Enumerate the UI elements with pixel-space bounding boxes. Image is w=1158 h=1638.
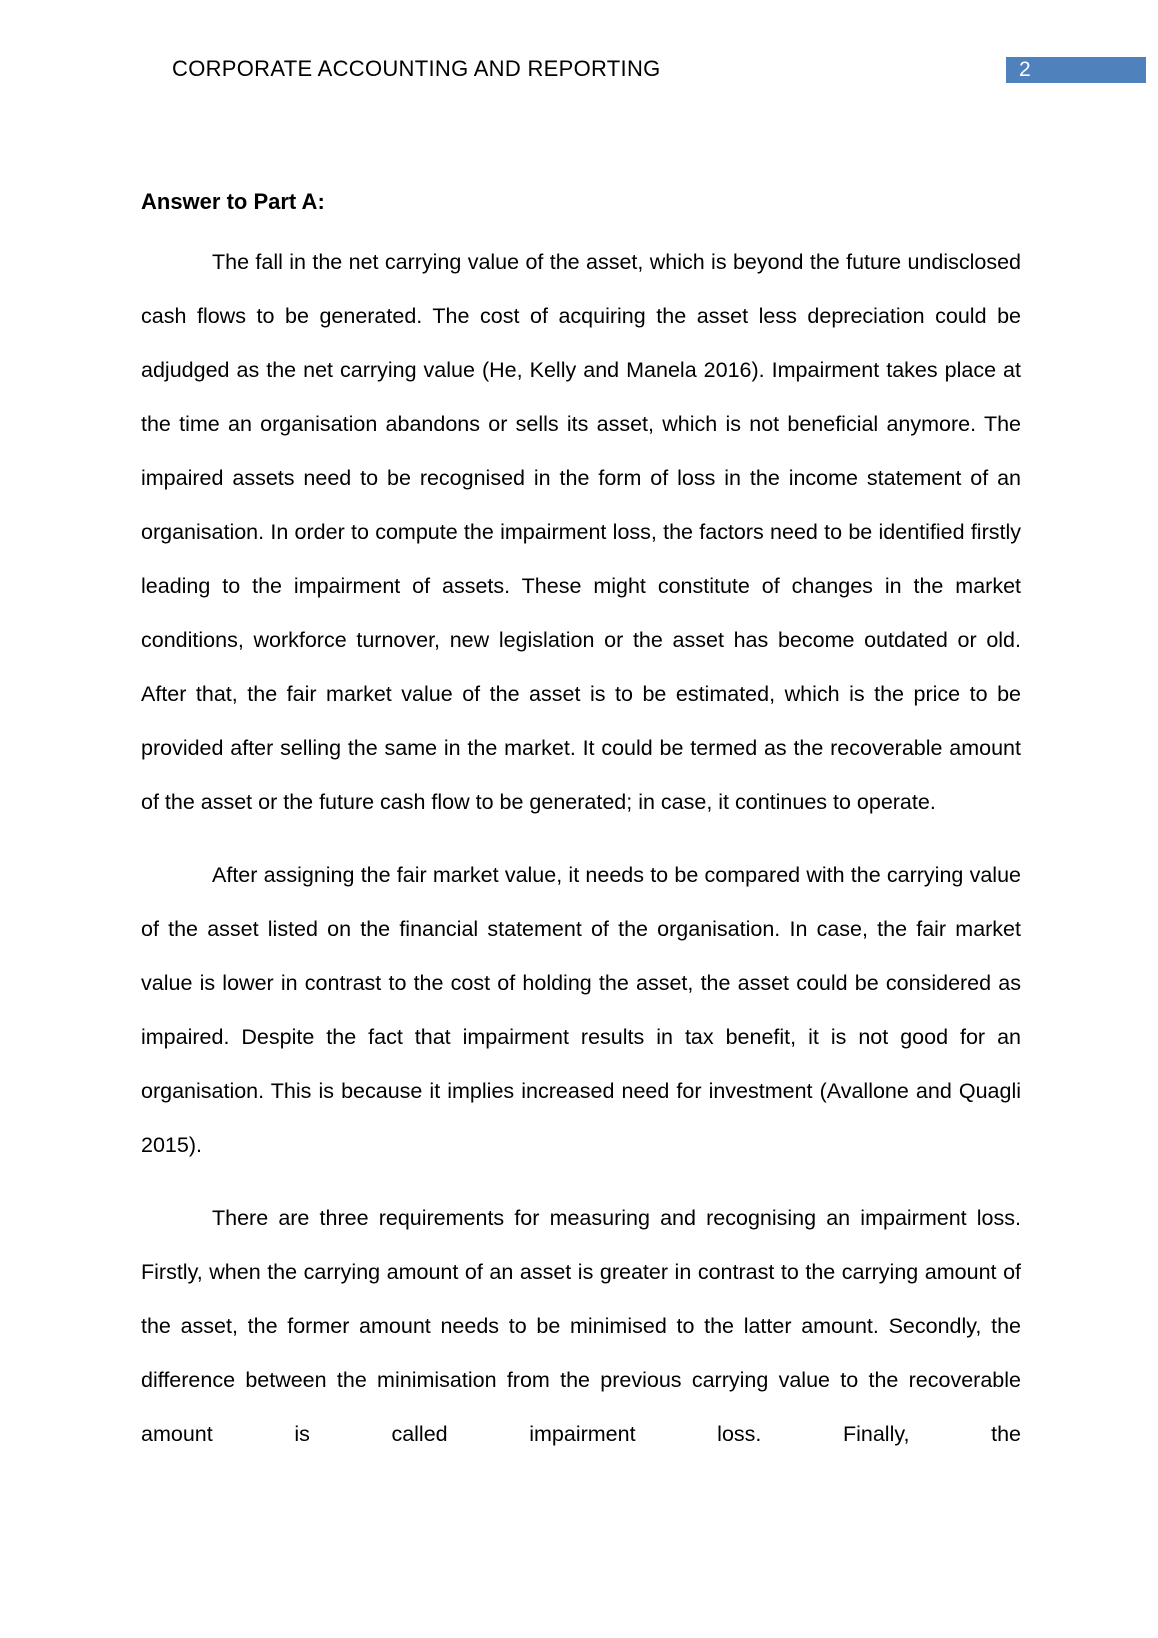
document-body — [141, 182, 1021, 1461]
body-paragraph-1: The fall in the net carrying value of the asset, which is beyond the future undisclosed cash flows to be generated. The cost of acquiring the asset less depreciation could be adjudged as the net carrying value (He, Kelly and Manela 2016). Impairment takes place at the time an organisation abandons or sells its asset, which is not beneficial anymore. The impaired assets need to be recognised in the form of loss in the income statement of an organisation. In order to compute the impairment loss, the factors need to be identified firstly leading to the impairment of assets. These might constitute of changes in the market conditions, workforce turnover, new legislation or the asset has become outdated or old. After that, the fair market value of the asset is to be estimated, which is the price to be provided after selling the same in the market. It could be termed as the recoverable amount of the asset or the future cash flow to be generated; in case, it continues to operate. — [141, 250, 1021, 814]
body-paragraph-3: There are three requirements for measuring and recognising an impairment loss. Firstly, when the carrying amount of an asset is greater in contrast to the carrying amount of the asset, the former amount needs to be minimised to the latter amount. Secondly, the difference between the minimisation from the previous carrying value to the recoverable amount is called impairment loss. Finally, the — [141, 1206, 1021, 1446]
body-paragraph-2: After assigning the fair market value, it needs to be compared with the carrying value of the asset listed on the financial statement of the organisation. In case, the fair market value is lower in contrast to the cost of holding the asset, the asset could be considered as impaired. Despite the fact that impairment results in tax benefit, it is not good for an organisation. This is because it implies increased need for investment (Avallone and Quagli 2015). — [141, 863, 1021, 1157]
section-heading: Answer to Part A: — [141, 189, 325, 214]
page-number: 2 — [1006, 57, 1146, 83]
running-header-title: CORPORATE ACCOUNTING AND REPORTING — [172, 56, 661, 81]
